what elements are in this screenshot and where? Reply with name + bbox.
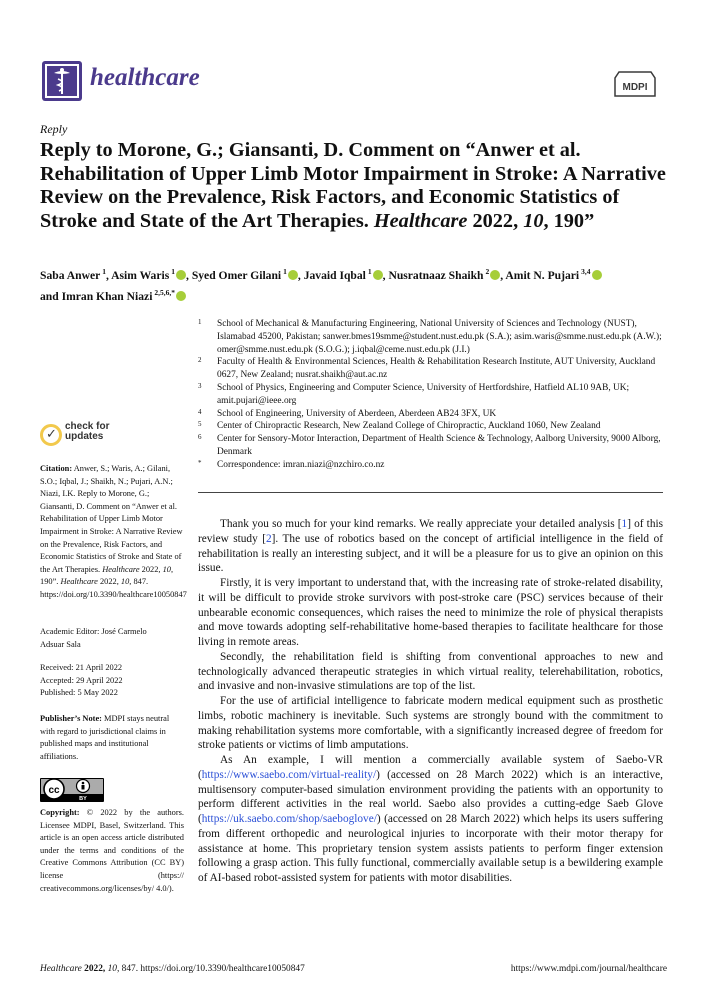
footer-year: 2022,	[84, 964, 106, 974]
p5-text-c: ) (accessed on 28 March 2022) which helps its users suffering from different orthopedic and neurological injuries to incorporate with their motor therapy for assistance at home. This proprietary tension system assists patients to perform finger extension following a grasp action. This fully functional, commercially available setup is a bewildering example of AI-based robot-assisted system for patients with motor disabilities.	[198, 813, 663, 884]
author-affiliation-marker: 3,4	[581, 267, 591, 276]
footer-citation	[40, 964, 305, 974]
affiliation-text: School of Engineering, University of Aberdeen, Aberdeen AB24 3FX, UK	[217, 408, 497, 419]
author-name[interactable]: Nusratnaaz Shaikh	[388, 268, 484, 282]
affiliation-item	[198, 356, 668, 382]
author-affiliation-marker: 1	[102, 267, 106, 276]
journal-name: healthcare	[90, 64, 200, 91]
affiliation-text: Faculty of Health & Environmental Sciences, Health & Rehabilitation Research Institute, AUT University, Auckland 0627, New Zealand; nusrat.shaikh@aut.ac.nz	[217, 357, 656, 381]
author-affiliation-marker: 2,5,6,*	[154, 287, 176, 297]
citation-text: Anwer, S.; Waris, A.; Gilani, S.O.; Iqbal, J.; Shaikh, N.; Pujari, A.N.; Niazi, I.K. Reply to Morone, G.; Giansanti, D. Comment on “Anwer et al. Rehabilitation of Upper Limb Motor Impairment in Stroke: A Narrative Review on the Prevalence, Risk Factors, and Economic Statistics of Stroke and State of the Art Therapies.	[40, 464, 183, 574]
published-date: Published: 5 May 2022	[40, 688, 118, 698]
author-separator: ,	[500, 268, 504, 282]
by-icon: BY	[79, 796, 87, 802]
citation-year: 2022,	[141, 564, 161, 574]
check-for-updates-badge[interactable]	[40, 422, 130, 448]
article-type: Reply	[40, 122, 68, 136]
affiliation-number: 4	[198, 407, 202, 416]
author-name[interactable]: Asim Waris	[111, 268, 170, 282]
saebo-vr-link[interactable]: https://www.saebo.com/virtual-reality/	[201, 768, 377, 781]
title-journal: Healthcare	[373, 209, 468, 232]
check-updates-line1: check for	[65, 421, 110, 432]
author-affiliation-marker: 1	[367, 267, 372, 276]
p1-text-b: ] of this review study [	[198, 518, 663, 545]
footer-volume: 10	[107, 964, 117, 974]
publication-dates	[40, 662, 184, 700]
editor-line2: Adsuar Sala	[40, 639, 81, 649]
publisher-note-text: MDPI stays neutral with regard to jurisdictional claims in published maps and institutional affiliations.	[40, 714, 170, 761]
affiliation-text: School of Mechanical & Manufacturing Engineering, National University of Sciences and Technology (NUST), Islamabad 45200, Pakistan; sanwer.bmes19smme@student.nust.edu.pk (S.A.); asim.waris@smme.nust.edu.pk (A.W.); omer@smme.nust.edu.pk (S.O.G.); j.iqbal@ceme.nust.edu.pk (J.I.)	[217, 319, 662, 355]
mdpi-logo-text: MDPI	[622, 82, 648, 93]
cc-by-license-badge[interactable]	[40, 778, 104, 802]
p5-text-b: ) (accessed on 28 March 2022) which is an interactive, multisensory computer-based simulation environment providing the patients with an opportunity to perform different activities in the real world. Saebo also provides a cutting-edge Saeb Glove (	[198, 768, 663, 825]
author-separator: ,	[186, 268, 189, 282]
copyright-label: Copyright:	[40, 808, 80, 817]
publisher-note	[40, 713, 184, 763]
author-name[interactable]: Amit N. Pujari	[505, 268, 580, 282]
cc-icon: cc	[48, 785, 60, 796]
title-part1: Reply to Morone, G.; Giansanti, D. Comment on “Anwer et al. Rehabilitation of Upper Limb Motor Impairment in Stroke: A Narrative Review on the Prevalence, Risk Factors, and Economic Statistics of Stroke and State of the Art Therapies.	[40, 139, 666, 232]
footer-journal: Healthcare	[40, 964, 82, 974]
author-separator: ,	[297, 268, 301, 282]
accepted-date: Accepted: 29 April 2022	[40, 675, 123, 685]
footer-journal-url[interactable]: https://www.mdpi.com/journal/healthcare	[510, 964, 667, 974]
affiliations	[198, 318, 668, 472]
orcid-icon[interactable]	[490, 270, 500, 280]
affiliation-item	[198, 408, 668, 421]
affiliation-text: Center of Chiropractic Research, New Zealand College of Chiropractic, Auckland 1060, New Zealand	[217, 421, 601, 432]
author-name[interactable]: Javaid Iqbal	[303, 268, 366, 282]
author-separator: ,	[382, 268, 386, 282]
orcid-icon[interactable]	[592, 270, 602, 280]
author-affiliation-marker: 1	[171, 267, 175, 276]
paragraph-4: For the use of artificial intelligence to fabricate modern medical equipment such as prosthetic limbs, robotic machinery is inevitable. Such systems are strongly bound with the commitment to making rehabilitation systems more comfortable, with a significantly increased degree of freedom for stroke patients or victims of limb amputations.	[198, 695, 663, 752]
citation-journal: Healthcare	[102, 564, 140, 574]
divider	[198, 492, 663, 493]
title-part2: 2022,	[472, 209, 519, 232]
article-title	[40, 139, 670, 233]
affiliation-number: 6	[198, 433, 202, 442]
citation-block	[40, 463, 187, 602]
affiliation-item	[198, 459, 668, 472]
citation-journal-2: Healthcare	[60, 577, 98, 587]
p5-text-a: As An example, I will mention a commercially available system of Saebo-VR (	[198, 754, 663, 781]
author	[40, 287, 186, 303]
check-updates-text	[65, 422, 109, 442]
affiliation-text: Center for Sensory-Motor Interaction, Department of Health Science & Technology, Aalborg University, 9000 Alborg, Denmark	[217, 434, 661, 457]
author	[192, 269, 301, 282]
title-volume: 10	[523, 209, 544, 232]
orcid-icon[interactable]	[288, 270, 298, 280]
affiliation-number: 1	[198, 318, 202, 326]
affiliation-text: School of Physics, Engineering and Computer Science, University of Hertfordshire, Hatfield AL10 9AB, UK; amit.pujari@ieee.org	[217, 382, 630, 406]
author	[40, 269, 109, 282]
author-separator: ,	[105, 268, 109, 282]
affiliation-number: *	[198, 458, 202, 467]
citation-volume: 10	[162, 564, 171, 574]
author-name[interactable]: Saba Anwer	[40, 268, 101, 282]
caduceus-icon	[42, 61, 82, 101]
affiliation-number: 3	[198, 381, 202, 390]
affiliation-number: 2	[198, 356, 202, 365]
received-date: Received: 21 April 2022	[40, 663, 123, 672]
author-name[interactable]: and Imran Khan Niazi	[40, 289, 153, 303]
author	[111, 269, 189, 282]
paragraph-2: Firstly, it is very important to understand that, with the increasing rate of stroke-related disability, it will be difficult to provide stroke survivors with post-stroke care (PSC) services because of their unbearable economic consequences, which raises the need to minimize the role of physical therapists and move towards adopting self-rehabilitative home-based therapies to facilitate healthcare for those living in remote areas.	[198, 577, 663, 648]
check-updates-line2: updates	[65, 431, 104, 442]
author	[388, 269, 503, 282]
paragraph-1	[198, 517, 663, 576]
affiliation-number: 5	[198, 420, 202, 429]
check-icon: ✓	[40, 424, 62, 446]
mdpi-logo	[613, 70, 657, 98]
p1-text-c: ]. The use of robotics based on the concept of artificial intelligence in the field of rehabilitation is really an interesting subject, and it will be a pleasure for us to give an opinion on this issue.	[198, 532, 663, 575]
paragraph-5	[198, 753, 663, 886]
author-affiliation-marker: 2	[485, 267, 490, 276]
editor-line1: Academic Editor: José Carmelo	[40, 627, 147, 636]
author-affiliation-marker: 1	[283, 267, 287, 276]
article-body	[198, 517, 663, 886]
affiliation-text: Correspondence: imran.niazi@nzchiro.co.nz	[217, 459, 385, 470]
affiliation-item	[198, 318, 668, 356]
affiliation-item	[198, 433, 668, 459]
title-part3: , 190”	[543, 209, 595, 232]
citation-pages: , 190”.	[40, 564, 174, 587]
citation-label: Citation:	[40, 464, 73, 473]
citation-volume-2: 10	[120, 577, 130, 587]
paragraph-3: Secondly, the rehabilitation field is shifting from conventional approaches to new and technologically advanced therapeutic strategies in which virtual reality, telerehabilitation, robotics, and invasive and non-invasive stimulations are top of the list.	[198, 650, 663, 693]
copyright-text: © 2022 by the authors. Licensee MDPI, Basel, Switzerland. This article is an open access article distributed under the terms and conditions of the Creative Commons Attribution (CC BY) license (https:// creativecommons.org/licenses/by/ 4.0/).	[40, 808, 185, 893]
author	[505, 269, 601, 282]
orcid-icon[interactable]	[176, 270, 186, 280]
citation-year-2: 2022,	[99, 577, 119, 587]
saebo-glove-link[interactable]: https://uk.saebo.com/shop/saeboglove/	[201, 813, 377, 825]
citation-doi[interactable]: , 847. https://doi.org/10.3390/healthcare10050847	[40, 577, 187, 599]
author-name[interactable]: Syed Omer Gilani	[191, 268, 282, 282]
author	[304, 269, 386, 282]
reference-link-2[interactable]: 2	[265, 532, 272, 545]
journal-logo	[42, 61, 82, 101]
affiliation-item	[198, 420, 668, 433]
footer-doi[interactable]: , 847. https://doi.org/10.3390/healthcare10050847	[116, 964, 305, 974]
orcid-icon[interactable]	[373, 270, 383, 280]
copyright-block	[40, 807, 184, 895]
affiliation-item	[198, 382, 668, 408]
academic-editor	[40, 626, 184, 651]
author-list	[40, 263, 670, 305]
orcid-icon[interactable]	[176, 291, 186, 301]
p1-text-a: Thank you so much for your kind remarks. We really appreciate your detailed analysis [	[220, 518, 622, 530]
publisher-note-label: Publisher’s Note:	[40, 714, 102, 723]
reference-link-1[interactable]: 1	[621, 518, 628, 530]
